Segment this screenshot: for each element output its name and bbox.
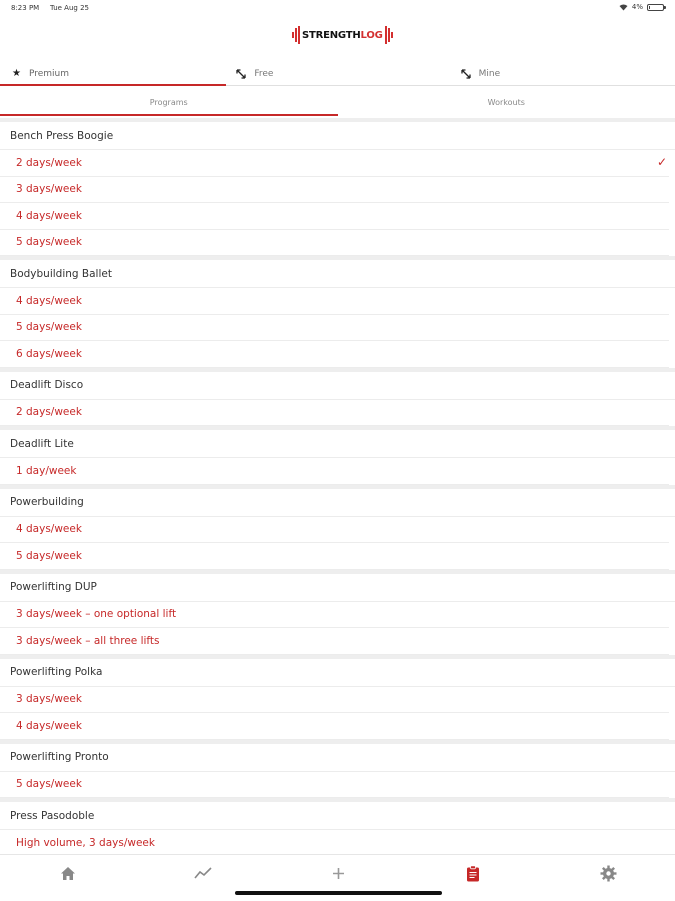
settings-tab[interactable] <box>596 861 620 885</box>
tab-premium-label: Premium <box>29 69 69 79</box>
tab-workouts-label: Workouts <box>488 98 525 107</box>
program-option-label: High volume, 3 days/week <box>16 837 155 849</box>
programs-tab[interactable] <box>461 861 485 885</box>
program-option-label: 4 days/week <box>16 523 82 535</box>
status-bar <box>0 0 675 18</box>
chart-line-icon <box>194 867 212 879</box>
program-option-label: 4 days/week <box>16 295 82 307</box>
logo-barbell-left <box>292 26 300 44</box>
program-option-label: 6 days/week <box>16 348 82 360</box>
section-title: Deadlift Lite <box>0 430 675 458</box>
program-list <box>0 118 675 883</box>
wifi-icon <box>619 4 628 11</box>
logo-barbell-right <box>385 26 393 44</box>
program-option-row[interactable] <box>0 713 669 740</box>
home-icon <box>60 866 76 881</box>
program-option-row[interactable] <box>0 177 669 204</box>
tab-workouts[interactable] <box>338 88 675 116</box>
app-logo <box>292 25 393 45</box>
program-option-label: 2 days/week <box>16 157 82 169</box>
program-option-label: 1 day/week <box>16 465 76 477</box>
tab-mine-label: Mine <box>479 69 501 79</box>
program-option-row[interactable] <box>0 543 669 570</box>
tab-programs[interactable] <box>0 88 338 116</box>
star-icon: ★ <box>12 68 21 79</box>
status-time: 8:23 PM <box>11 4 39 12</box>
section-title: Deadlift Disco <box>0 372 675 400</box>
tab-free-label: Free <box>254 69 273 79</box>
program-option-label: 5 days/week <box>16 321 82 333</box>
section-title: Powerlifting Polka <box>0 659 675 687</box>
program-option-row[interactable] <box>0 687 669 714</box>
program-option-row[interactable] <box>0 458 669 485</box>
program-option-row[interactable] <box>0 400 669 427</box>
program-option-row[interactable] <box>0 517 669 544</box>
gear-icon <box>600 865 617 882</box>
logo-wordmark: STRENGTHLOG <box>302 30 383 41</box>
section-title: Powerlifting Pronto <box>0 744 675 772</box>
program-option-row[interactable] <box>0 772 669 799</box>
program-option-row[interactable] <box>0 203 669 230</box>
program-option-label: 5 days/week <box>16 236 82 248</box>
program-option-row[interactable] <box>0 602 669 629</box>
tab-programs-label: Programs <box>150 98 188 107</box>
program-option-label: 3 days/week <box>16 183 82 195</box>
program-option-label: 3 days/week <box>16 693 82 705</box>
battery-percent: 4% <box>632 3 643 11</box>
sub-tabs <box>0 88 675 116</box>
status-right <box>619 3 664 11</box>
tab-free[interactable] <box>226 62 450 85</box>
program-option-row[interactable] <box>0 315 669 342</box>
tab-mine[interactable] <box>451 62 675 85</box>
battery-icon <box>647 4 664 11</box>
home-tab[interactable] <box>56 861 80 885</box>
program-option-label: 3 days/week – all three lifts <box>16 635 160 647</box>
program-option-label: 2 days/week <box>16 406 82 418</box>
checkmark-icon: ✓ <box>657 155 667 169</box>
program-option-row[interactable] <box>0 628 669 655</box>
top-tabs <box>0 62 675 86</box>
section-title: Press Pasodoble <box>0 802 675 830</box>
tab-premium[interactable] <box>0 62 226 85</box>
program-option-row[interactable] <box>0 230 669 257</box>
program-option-label: 4 days/week <box>16 720 82 732</box>
progress-tab[interactable] <box>191 861 215 885</box>
program-option-label: 5 days/week <box>16 550 82 562</box>
status-date: Tue Aug 25 <box>50 4 89 12</box>
expand-icon <box>236 69 246 79</box>
program-option-row[interactable] <box>0 150 669 177</box>
section-title: Powerbuilding <box>0 489 675 517</box>
program-option-label: 4 days/week <box>16 210 82 222</box>
program-option-row[interactable] <box>0 341 669 368</box>
program-option-row[interactable] <box>0 830 669 857</box>
clipboard-icon <box>466 865 480 882</box>
section-title: Bodybuilding Ballet <box>0 260 675 288</box>
expand-icon <box>461 69 471 79</box>
section-title: Bench Press Boogie <box>0 122 675 150</box>
program-option-label: 5 days/week <box>16 778 82 790</box>
home-indicator[interactable] <box>235 891 442 895</box>
plus-icon <box>332 867 345 880</box>
section-title: Powerlifting DUP <box>0 574 675 602</box>
program-option-row[interactable] <box>0 288 669 315</box>
add-tab[interactable] <box>326 861 350 885</box>
program-option-label: 3 days/week – one optional lift <box>16 608 176 620</box>
